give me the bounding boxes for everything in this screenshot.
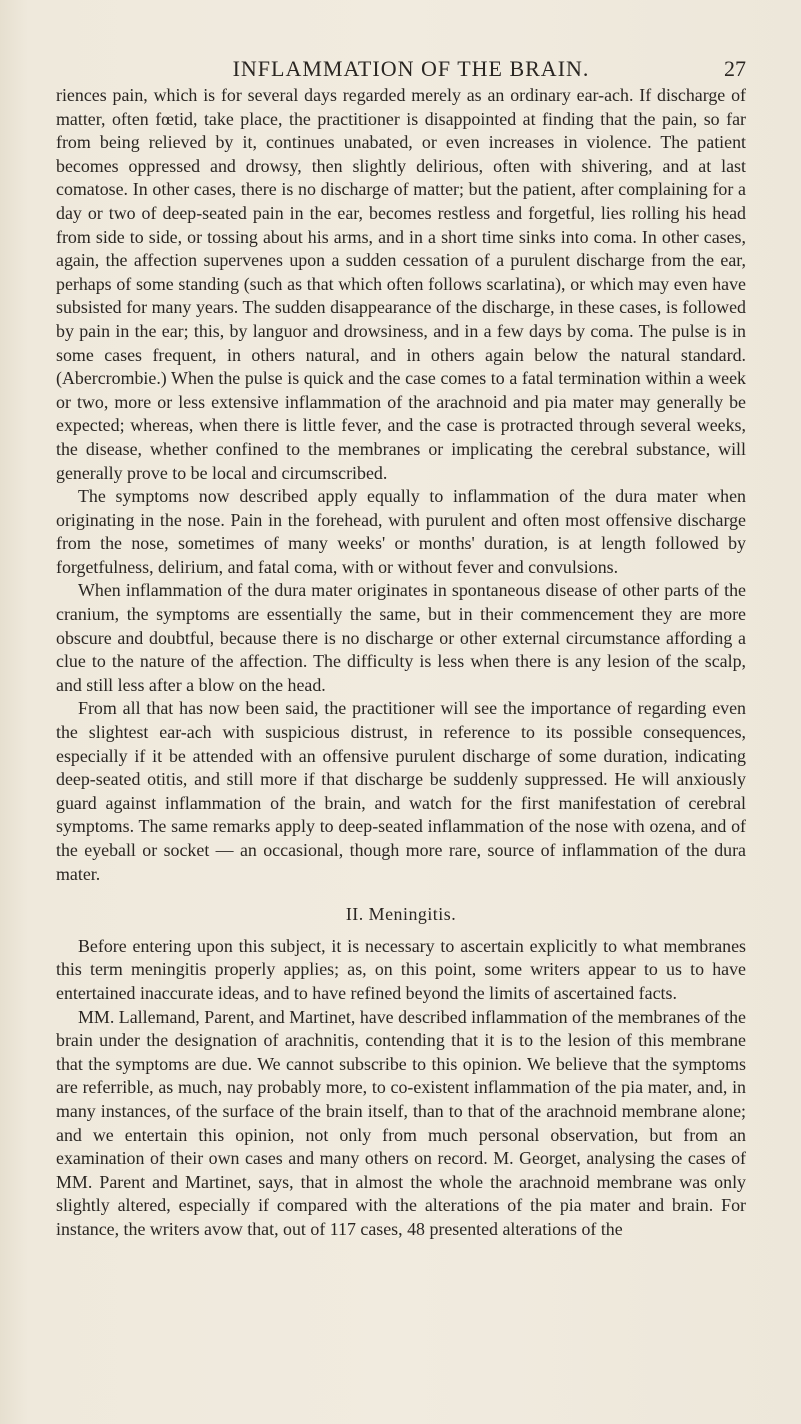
paragraph: MM. Lallemand, Parent, and Martinet, have described inflammation of the membranes of the brain under the designation of arachnitis, contending that it is to the lesion of this membrane that the symptoms are due. We cannot subscribe to this opinion. We believe that the symptoms are referrible, as much, nay probably more, to co-existent inflammation of the pia mater, and, in many instances, of the surface of the brain itself, than to that of the arachnoid membrane alone; and we entertain this opinion, not only from much personal observation, but from an examination of their own cases and many others on record. M. Georget, analysing the cases of MM. Parent and Martinet, says, that in almost the whole the arachnoid membrane was only slightly altered, especially if compared with the alterations of the pia mater and brain. For instance, the writers avow that, out of 117 cases, 48 presented alterations of the <box>56 1006 746 1239</box>
paragraph-continued: riences pain, which is for several days regarded merely as an ordinary ear-ach. If discharge of matter, often fœtid, take place, the practitioner is disappointed at finding that the pain, so far from being relieved by it, continues unabated, or even increases in violence. The patient becomes oppressed and drowsy, then slightly delirious, often with shivering, and at last comatose. In other cases, there is no discharge of matter; but the patient, after complaining for a day or two of deep-seated pain in the ear, becomes restless and forgetful, lies rolling his head from side to side, or tossing about his arms, and in a short time sinks into coma. In other cases, again, the affection supervenes upon a sudden cessation of a purulent discharge from the ear, perhaps of some standing (such as that which often follows scarlatina), or which may even have subsisted for many years. The sudden disappearance of the discharge, in these cases, is followed by pain in the ear; this, by languor and drowsiness, and in a few days by coma. The pulse is in some cases frequent, in others natural, and in others again below the natural standard. (Abercrombie.) When the pulse is quick and the case comes to a fatal termination within a week or two, more or less extensive inflammation of the arachnoid and pia mater may generally be expected; whereas, when there is little fever, and the case is protracted through several weeks, the disease, whether confined to the membranes or implicating the cerebral substance, will generally prove to be local and circumscribed. <box>56 85 746 483</box>
section-heading: II. Meningitis. <box>345 904 457 925</box>
paragraph: Before entering upon this subject, it is necessary to ascertain explicitly to what membranes this term meningitis properly applies; as, on this point, some writers appear to us to have entertained inaccurate ideas, and to have refined beyond the limits of ascertained facts. <box>56 935 746 1003</box>
body-text <box>56 84 746 1242</box>
paragraph: When inflammation of the dura mater originates in spontaneous disease of other parts of the cranium, the symptoms are essentially the same, but in their commencement they are more obscure and doubtful, because there is no discharge or other external circumstance affording a clue to the nature of the affection. The difficulty is less when there is any lesion of the scalp, and still less after a blow on the head. <box>56 580 746 695</box>
paragraph: From all that has now been said, the practitioner will see the importance of regarding even the slightest ear-ach with suspicious distrust, in reference to its possible consequences, especially if it be attended with an offensive purulent discharge of some duration, indicating deep-seated otitis, and still more if that discharge be suddenly suppressed. He will anxiously guard against inflammation of the brain, and watch for the first manifestation of cerebral symptoms. The same remarks apply to deep-seated inflammation of the nose with ozena, and of the eyeball or socket — an occasional, though more rare, source of inflammation of the dura mater. <box>56 698 746 884</box>
running-header <box>76 56 746 82</box>
page-number: 27 <box>724 56 746 81</box>
paragraph: The symptoms now described apply equally to inflammation of the dura mater when originating in the nose. Pain in the forehead, with purulent and often most offensive discharge from the nose, sometimes of many weeks' or months' duration, is at length followed by forgetfulness, delirium, and fatal coma, with or without fever and convulsions. <box>56 486 746 577</box>
running-title: INFLAMMATION OF THE BRAIN. <box>232 56 590 81</box>
